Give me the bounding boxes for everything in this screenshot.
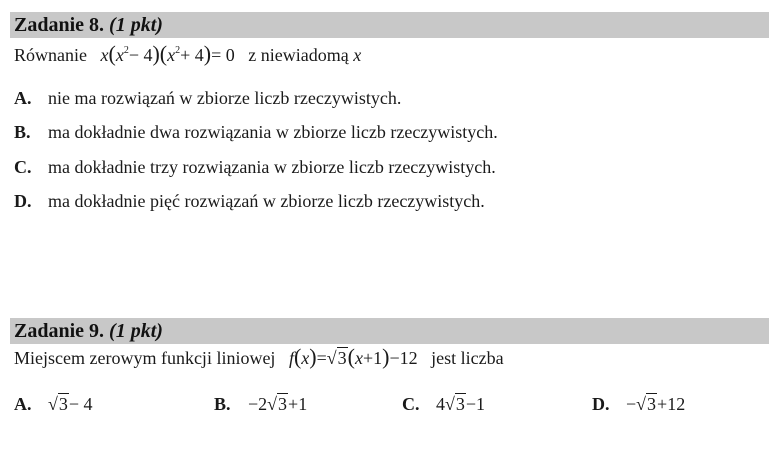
task-8-prompt-prefix: Równanie (14, 45, 87, 65)
task-9-answer-b: B. −2√3+1 (214, 394, 308, 414)
task-8-variable: x (353, 45, 362, 65)
task-9-header (10, 318, 769, 344)
task-9 (10, 318, 769, 414)
task-9-prompt (10, 344, 769, 371)
task-9-prompt-suffix: jest liczba (431, 348, 504, 368)
sqrt-symbol: √3 (326, 348, 347, 368)
task-8-title: Zadanie 8. (14, 14, 105, 36)
task-9-answer-a: A. √3− 4 (14, 394, 93, 414)
sqrt-symbol: √3 (445, 394, 465, 414)
task-9-function: f(x)=√3(x+1)−12 (288, 344, 418, 369)
sqrt-symbol: √3 (267, 394, 288, 414)
sqrt-symbol: √3 (48, 394, 68, 414)
task-8-answer-a: A. nie ma rozwiązań w zbiorze liczb rzeczywistych. (14, 88, 402, 108)
task-9-title: Zadanie 9. (14, 320, 105, 342)
task-8-prompt-suffix: z niewiadomą (248, 45, 349, 65)
task-9-prompt-prefix: Miejscem zerowym funkcji liniowej (14, 348, 276, 368)
task-8 (10, 12, 769, 211)
task-9-answer-c: C. 4√3−1 (402, 394, 486, 414)
task-8-answer-d: D. ma dokładnie pięć rozwiązań w zbiorze liczb rzeczywistych. (14, 191, 485, 211)
task-8-answer-c: C. ma dokładnie trzy rozwiązania w zbiorze liczb rzeczywistych. (14, 157, 496, 177)
task-9-points: (1 pkt) (109, 320, 163, 342)
sqrt-symbol: √3 (636, 394, 657, 414)
task-8-points: (1 pkt) (109, 14, 163, 36)
task-8-header (10, 12, 769, 38)
task-8-prompt (10, 38, 769, 68)
task-8-answer-b: B. ma dokładnie dwa rozwiązania w zbiorze liczb rzeczywistych. (14, 122, 498, 142)
task-9-answer-d: D. −√3+12 (592, 394, 686, 414)
task-8-equation: $x(x^2- 4)(x^2+ 4)= 0$ (100, 41, 235, 66)
